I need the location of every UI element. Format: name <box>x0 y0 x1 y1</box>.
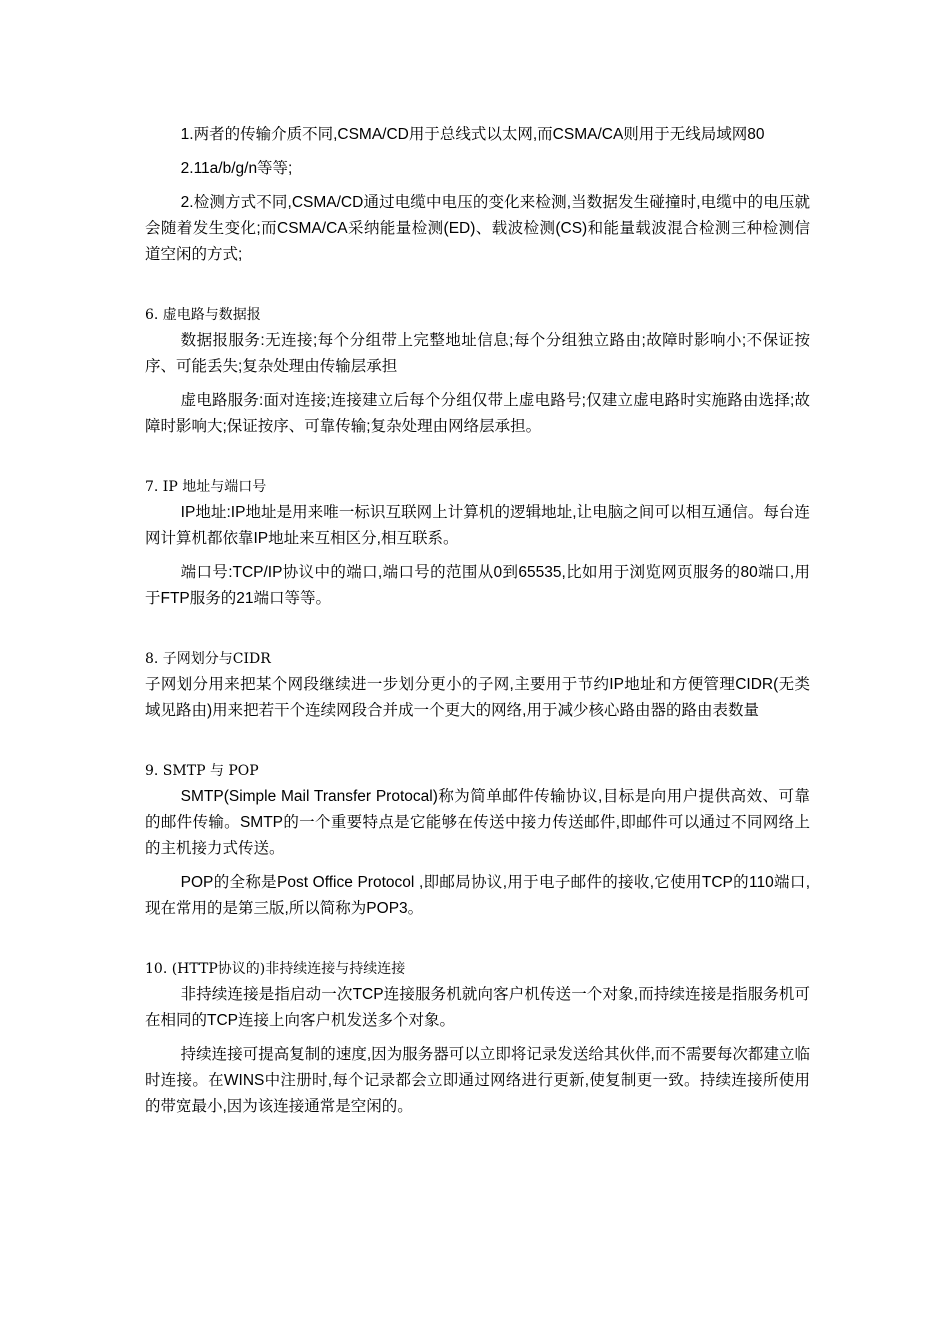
intro-block <box>145 122 810 268</box>
section-6 <box>145 302 810 440</box>
section-heading: 10. (HTTP协议的)非持续连接与持续连接 <box>145 961 406 977</box>
paragraph: 非持续连接是指启动一次TCP连接服务机就向客户机传送一个对象,而持续连接是指服务机可在相同的TCP连接上向客户机发送多个对象。 <box>145 986 810 1029</box>
section-7 <box>145 474 810 612</box>
section-8 <box>145 646 810 724</box>
section-heading: 8. 子网划分与CIDR <box>145 651 271 667</box>
section-heading: 7. IP 地址与端口号 <box>145 479 267 495</box>
paragraph: 数据报服务:无连接;每个分组带上完整地址信息;每个分组独立路由;故障时影响小;不保证按序、可能丢失;复杂处理由传输层承担 <box>145 332 810 375</box>
paragraph: IP地址:IP地址是用来唯一标识互联网上计算机的逻辑地址,让电脑之间可以相互通信。每台连网计算机都依靠IP地址来互相区分,相互联系。 <box>145 504 810 547</box>
section-9 <box>145 758 810 922</box>
paragraph: 虚电路服务:面对连接;连接建立后每个分组仅带上虚电路号;仅建立虚电路时实施路由选择;故障时影响大;保证按序、可靠传输;复杂处理由网络层承担。 <box>145 392 810 435</box>
paragraph: 1.两者的传输介质不同,CSMA/CD用于总线式以太网,而CSMA/CA则用于无线局域网80 <box>180 126 765 143</box>
paragraph: 2.11a/b/g/n等等; <box>180 160 293 177</box>
section-heading: 9. SMTP 与 POP <box>145 763 259 779</box>
paragraph: 持续连接可提高复制的速度,因为服务器可以立即将记录发送给其伙伴,而不需要每次都建立临时连接。在WINS中注册时,每个记录都会立即通过网络进行更新,使复制更一致。持续连接所使用的带宽最小,因为该连接通常是空闲的。 <box>145 1046 810 1115</box>
paragraph: POP的全称是Post Office Protocol ,即邮局协议,用于电子邮件的接收,它使用TCP的110端口,现在常用的是第三版,所以简称为POP3。 <box>145 874 810 917</box>
paragraph: SMTP(Simple Mail Transfer Protocal)称为简单邮件传输协议,目标是向用户提供高效、可靠的邮件传输。SMTP的一个重要特点是它能够在传送中接力传送邮件,即邮件可以通过不同网络上的主机接力式传送。 <box>145 788 810 857</box>
document-body <box>145 122 810 1128</box>
paragraph: 2.检测方式不同,CSMA/CD通过电缆中电压的变化来检测,当数据发生碰撞时,电缆中的电压就会随着发生变化;而CSMA/CA采纳能量检测(ED)、载波检测(CS)和能量载波混合检测三种检测信道空闲的方式; <box>145 194 810 263</box>
section-10 <box>145 956 810 1120</box>
section-heading: 6. 虚电路与数据报 <box>145 307 261 323</box>
paragraph: 端口号:TCP/IP协议中的端口,端口号的范围从0到65535,比如用于浏览网页服务的80端口,用于FTP服务的21端口等等。 <box>145 564 810 607</box>
paragraph: 子网划分用来把某个网段继续进一步划分更小的子网,主要用于节约IP地址和方便管理CIDR(无类域见路由)用来把若干个连续网段合并成一个更大的网络,用于减少核心路由器的路由表数量 <box>145 676 810 719</box>
